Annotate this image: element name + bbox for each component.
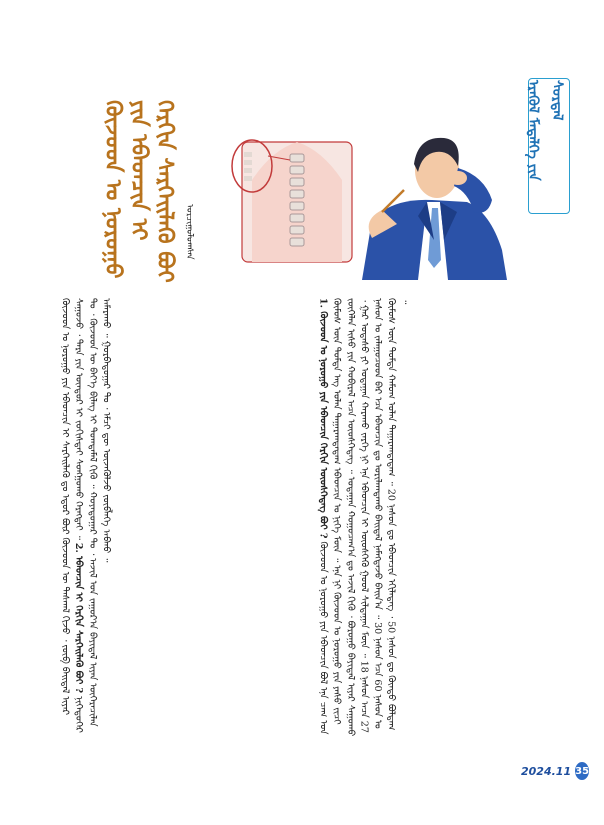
- paragraph: ᠬᠦᠵᠦᠦᠨ ᠤ ᠨᠤᠷᠤᠭᠤ ᠶᠢᠨ ᠡᠪᠡᠳᠴᠢᠨ ᠢ ᠰᠡᠷᠭᠡᠢᠯᠡᠬᠦ ᠳᠤ ᠡᠳᠦᠷ ᠪᠦᠷ ᠬᠦᠵᠦᠦᠨ ᠦ ᠳᠠᠰᠬᠠᠯ ᠬᠢᠵᠦ ᠂ ᠵᠦᠪ ᠪᠠᠢᠳᠠᠯ ᠢᠶᠠᠷ ᠰᠠᠭᠤᠵᠤ ᠂ ᠳᠡᠷᠡ ᠶᠢᠨ ᠥᠨᠳᠦᠷ ᠢ ᠵᠣᠬᠢᠰᠲᠠᠢ ᠰᠣᠩᠭᠣᠬᠤ ᠬᠡᠷᠡᠭᠲᠡᠢ ᠃: [59, 298, 85, 716]
- man-figure: [362, 138, 507, 280]
- neck-pain-illustration: [222, 120, 522, 280]
- page-footer: [521, 762, 590, 780]
- section-label: ᠡᠷᠡᠭᠦᠯ ᠮᠡᠳᠡᠯᠭᠡ ᠶᠢᠨ ᠰᠤᠷᠲᠠᠯ: [525, 80, 565, 181]
- hand-on-neck: [449, 171, 467, 185]
- page-number: 35: [575, 762, 589, 780]
- body-column-right: [316, 298, 572, 738]
- paragraph: ᠬᠦᠵᠦᠦᠨ ᠤ ᠨᠤᠷᠤᠭᠤ ᠶᠢᠨ ᠡᠪᠡᠳᠴᠢᠨ ᠪᠤᠯ ᠡᠨᠡ ᠴᠠᠭ ᠤᠨ ᠬᠦᠮᠦᠰ ᠦᠨ ᠳᠤᠮᠳᠠ ᠡᠩ ᠤᠯᠠᠨ ᠳᠠᠭᠠᠷᠠᠭᠳᠠᠳᠠᠭ ᠡᠪᠡᠳᠴᠢᠨ ᠤ ᠨᠢᠭᠡ ᠮᠦᠨ ᠃ ᠡᠨᠡ ᠨᠢ ᠬᠦᠵᠦᠦᠨ ᠤ ᠨᠤᠷᠤᠭᠤ ᠶᠢᠨ ᠶᠠᠰᠤ ᠵᠢᠴᠢ ᠵᠦᠭᠡᠯᠡᠨ ᠢᠰᠦ ᠶᠢᠨ ᠬᠤᠪᠢᠷᠠᠯ ᠠᠴᠠ ᠦᠦᠰᠬᠡᠳᠡᠭ ᠃ ᠤᠳᠠᠭᠠᠨ ᠬᠤᠭᠤᠴᠠᠭ᠎ᠠ ᠳᠤ ᠠᠵᠢᠯ ᠬᠢᠬᠦ ᠂ ᠪᠤᠷᠤᠭᠤ ᠪᠠᠶᠢᠳᠠᠯ ᠢᠶᠠᠷ ᠰᠠᠭᠤᠬᠤ ᠂ ᠭᠠᠷ ᠤᠳᠠᠰᠤ ᠶᠢ ᠤᠳᠠᠭᠠᠨ ᠬᠠᠷᠠᠬᠤ ᠵᠡᠷᠭᠡ ᠨᠢ ᠡᠨᠡ ᠡᠪᠡᠳᠴᠢᠨ ᠢ ᠦᠦᠰᠬᠡᠬᠦ ᠭᠣᠣᠯ ᠰᠢᠯᠳᠠᠭᠠᠨ ᠮᠦᠨ ᠃ 18 ᠨᠠᠰᠤᠨ ᠠᠴᠠ 27 ᠨᠠᠰᠤᠨ ᠤ ᠵᠠᠯᠠᠭᠤᠴᠤᠳ ᠪᠠᠷ ᠡᠴᠡ ᠡᠪᠡᠳᠴᠢᠨ ᠳᠤ ᠤᠷᠢᠯᠠᠭᠳᠠᠬᠤ ᠪᠠᠢᠳᠠᠯ ᠨᠡᠮᠡᠭᠳᠡᠵᠦ ᠪᠠᠢᠨ᠎ᠠ ᠃ 30 ᠨᠠᠰᠤᠨ ᠡᠴᠡ 60 ᠨᠠᠰᠤᠨ ᠤ ᠬᠦᠮᠦᠰ ᠦᠨ ᠳᠤᠮᠳᠠ ᠬᠠᠮᠤᠭ ᠤᠯᠠᠨ ᠳᠠᠭᠠᠷᠠᠭᠳᠠᠳᠠᠭ ᠃ 20 ᠨᠠᠰᠤᠨ ᠳᠤ ᠡᠪᠡᠳᠴᠢᠨ ᠡᠬᠢᠯᠡᠳᠡᠭ ᠂ 50 ᠨᠠᠰᠤᠨ ᠳᠤ ᠬᠦᠨᠳᠦ ᠪᠤᠯᠳᠠᠭ ᠃: [317, 298, 411, 737]
- section-heading: 2. ᠡᠪᠡᠳᠴᠢᠨ ᠢ ᠬᠡᠷᠬᠢᠨ ᠰᠡᠷᠭᠡᠢᠯᠡᠬᠦ ᠪᠤᠢ ?: [73, 542, 85, 694]
- question-heading: 1. ᠬᠦᠵᠦᠦᠨ ᠤ ᠨᠤᠷᠤᠭᠤ ᠶᠢᠨ ᠡᠪᠡᠳᠴᠢᠨ ᠬᠡᠷᠬᠢᠨ ᠦᠦᠰᠬᠡᠳᠡᠭ ᠪᠤᠢ ?: [317, 298, 329, 539]
- article-author: ᠤᠷᠴᠢᠭᠤᠯᠤᠭᠰᠠᠨ: [184, 204, 194, 260]
- article-title: ᠬᠦᠵᠦᠦᠨ ᠤ ᠨᠤᠷᠤᠭᠤ ᠶᠢᠨ ᠡᠪᠡᠳᠴᠢᠨ ᠢ ᠬᠡᠷᠬᠢᠨ ᠰᠡᠷᠭᠡᠢᠯᠡᠬᠦ ᠪᠤᠢ: [100, 100, 178, 283]
- issue-date: 2024.11: [521, 764, 572, 778]
- paragraph: ᠨᠢᠭᠡᠳᠦᠭᠡᠷ ᠲᠤ ᠂ ᠬᠦᠵᠦᠦᠨ ᠦ ᠪᠡᠶ᠎ᠡ ᠪᠢᠯᠡᠭ ᠢ ᠲᠣᠭᠲᠠᠮᠠᠯ ᠬᠢᠬᠦ ᠃ ᠬᠣᠶᠠᠳᠤᠭᠠᠷ ᠲᠤ ᠂ ᠠᠵᠢᠯ ᠤᠨ ᠵᠠᠭᠤᠷ᠎ᠠ ᠪᠠᠶᠢᠳᠠᠯ ᠢᠶᠠᠨ ᠥᠭᠡᠷᠡᠴᠢᠯᠡᠨ ᠠᠮᠠᠷᠠᠬᠤ ᠃ ᠭᠤᠷᠪᠠᠳᠤᠭᠠᠷ ᠲᠤ ᠂ ᠡᠮᠴᠢ ᠳᠦ ᠦᠵᠡᠭᠦᠯᠵᠦ ᠵᠥᠪᠯᠡᠭᠡ ᠠᠪᠬᠤ ᠃: [73, 298, 112, 733]
- body-column-left: [58, 298, 312, 738]
